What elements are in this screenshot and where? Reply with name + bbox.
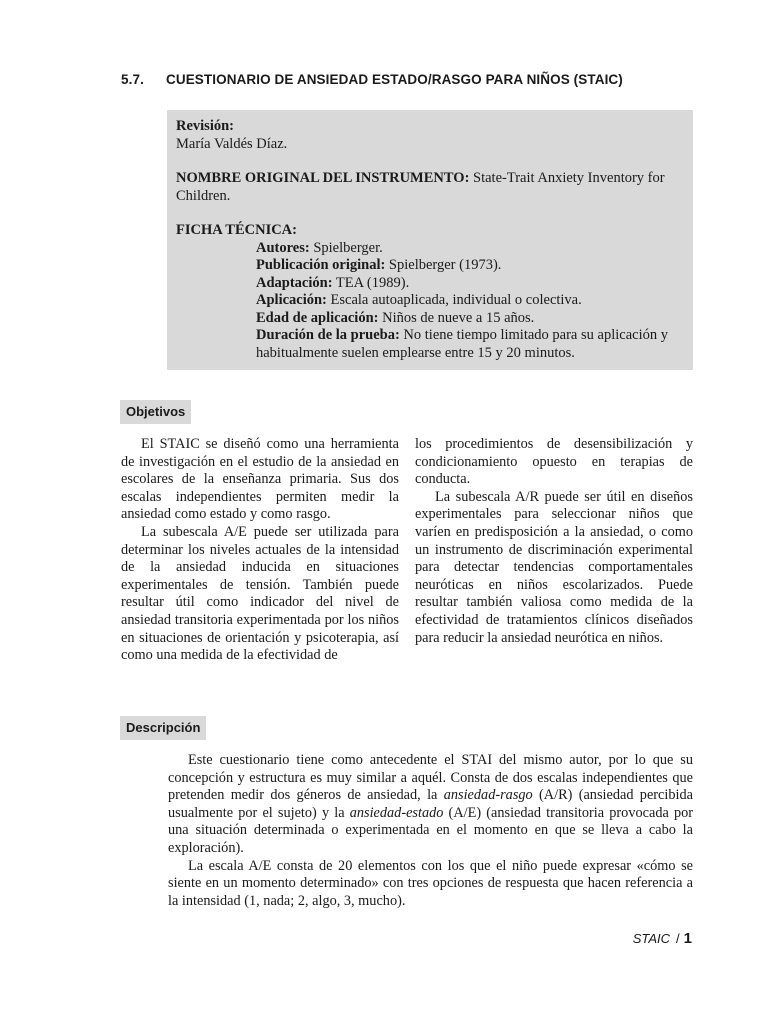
text-run: (A/R) (ansiedad percibida usualmente por el sujeto) y la [168,787,693,821]
footer-title: STAIC [632,931,671,946]
text-run: (A/E) (ansiedad transitoria provocada por una situación determinada o experimentada en el momento en que se lleva a cabo la exploración). [168,804,694,856]
technical-info-box [167,110,693,370]
paragraph [168,752,693,858]
field-publicacion [256,257,684,275]
term-ansiedad-rasgo: ansiedad-rasgo [443,787,533,804]
field-adaptacion [256,275,684,293]
revision-label: Revisión: [176,118,234,134]
paragraph: La subescala A/R puede ser útil en diseños experimentales para seleccionar niños que varíen en predisposición a la ansiedad, o como un instrumento de discriminación experimental para detectar tendencias comportamentales neuróticas en niños escolarizados. Puede resultar también valiosa como medida de la efectividad de tratamientos clínicos diseñados para reducir la ansiedad neurótica en niños. [415,488,693,646]
original-name-value: State-Trait Anxiety Inventory for Children. [176,170,665,204]
field-label: Duración de la prueba: [256,327,400,343]
field-duracion [256,327,684,362]
field-value: Spielberger (1973). [385,257,502,273]
paragraph: los procedimientos de desensibilización y condicionamiento opuesto en terapias de conducta. [415,436,693,488]
field-label: Publicación original: [256,257,386,273]
objetivos-left-column [121,436,399,665]
text-run: Este cuestionario tiene como antecedente el STAI del mismo autor, por lo que su concepción y estructura es muy similar a aquél. Consta de dos escalas independientes que pretenden medir dos géneros de ansiedad, la [168,752,693,804]
ficha-fields [176,240,684,363]
objetivos-heading: Objetivos [120,400,191,424]
paragraph: La escala A/E consta de 20 elementos con los que el niño puede expresar «cómo se siente en un momento determinado» con tres opciones de respuesta que hacen referencia a la intensidad (1, nada; 2, algo, 3, mucho). [168,857,693,909]
page-footer [633,930,692,947]
field-edad [256,310,684,328]
field-value: Niños de nueve a 15 años. [378,309,535,326]
ficha-tecnica-label: FICHA TÉCNICA: [176,222,297,238]
field-value: TEA (1989). [332,274,410,291]
section-heading [121,72,623,87]
field-value: Spielberger. [309,239,383,256]
original-name [176,170,684,205]
field-label: Edad de aplicación: [256,309,379,326]
field-value: Escala autoaplicada, individual o colectiva. [326,292,582,308]
revision-value: María Valdés Díaz. [176,135,288,152]
term-ansiedad-estado: ansiedad-estado [349,804,444,821]
footer-separator: / [676,931,680,946]
descripcion-body [168,752,693,910]
paragraph: El STAIC se diseñó como una herramienta de investigación en el estudio de la ansiedad en escolares de la enseñanza primaria. Sus dos escalas independientes permiten medir la ansiedad como estado y como rasgo. [121,436,399,523]
section-number: 5.7. [121,72,144,87]
field-label: Autores: [256,239,310,256]
field-label: Aplicación: [256,292,327,308]
descripcion-heading: Descripción [120,716,206,740]
paragraph: La subescala A/E puede ser utilizada para determinar los niveles actuales de la intensidad de la ansiedad inducida en situaciones experimentales de tensión. También puede resultar útil como indicador del nivel de ansiedad transitoria experimentada por los niños en situaciones de orientación y psicoterapia, así como una medida de la efectividad de [121,523,399,664]
original-name-label: NOMBRE ORIGINAL DEL INSTRUMENTO: [176,170,470,186]
field-aplicacion [256,292,684,310]
field-label: Adaptación: [256,274,333,291]
page-number: 1 [683,930,692,947]
field-autores [256,240,684,258]
section-title: CUESTIONARIO DE ANSIEDAD ESTADO/RASGO PARA NIÑOS (STAIC) [166,72,623,87]
field-value: No tiene tiempo limitado para su aplicación y habitualmente suelen emplearse entre 15 y 20 minutos. [256,327,668,361]
objetivos-right-column [415,436,693,647]
